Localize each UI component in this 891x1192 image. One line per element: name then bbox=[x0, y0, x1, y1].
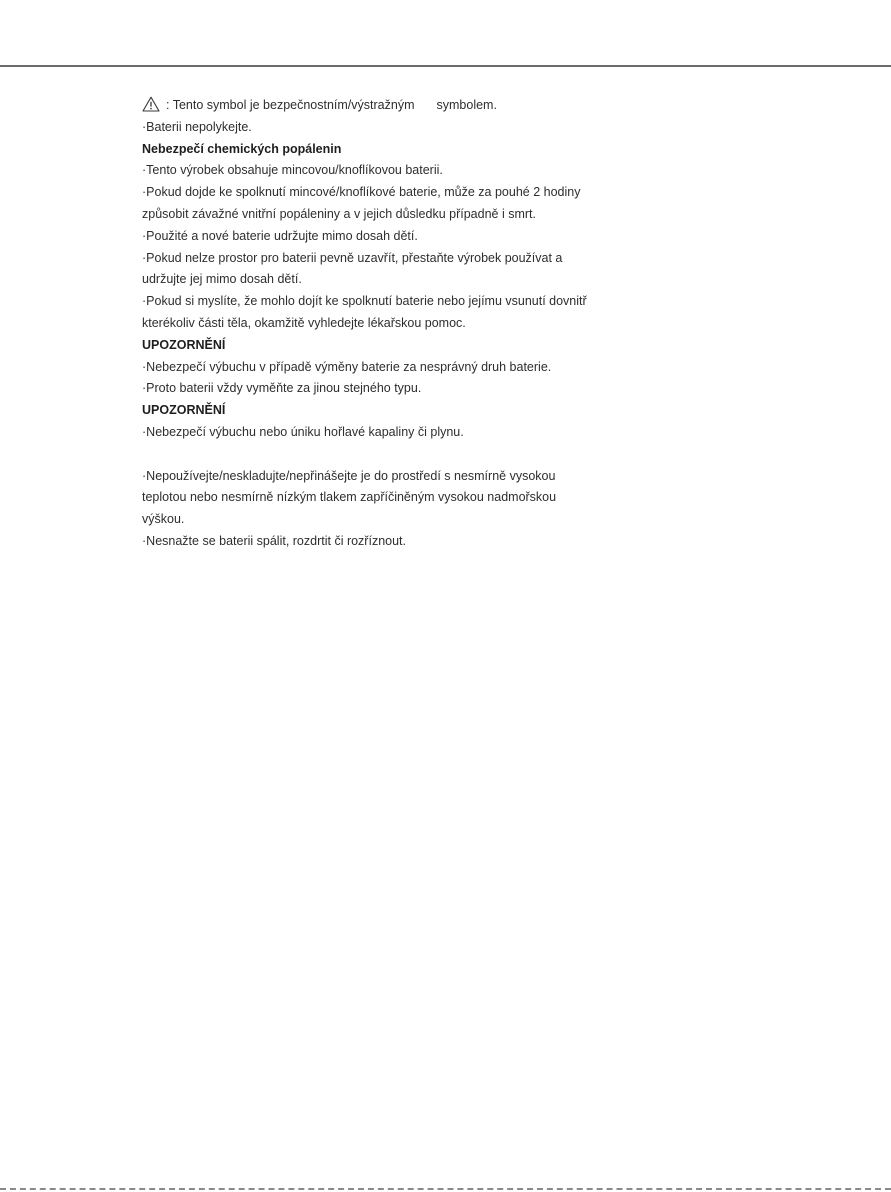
bullet-medical-help-line-1: ·Pokud si myslíte, že mohlo dojít ke spolknutí baterie nebo jejímu vsunutí dovnitř bbox=[142, 294, 587, 309]
warning-symbol-line bbox=[142, 95, 742, 117]
bullet-replace-same-type: ·Proto baterii vždy vyměňte za jinou stejného typu. bbox=[142, 381, 422, 396]
bullet-environment-line-3: výškou. bbox=[142, 512, 185, 527]
heading-caution-1: UPOZORNĚNÍ bbox=[142, 337, 226, 352]
bullet-environment-line-2: teplotou nebo nesmírně nízkým tlakem zapříčiněným vysokou nadmořskou bbox=[142, 490, 557, 505]
heading-caution-2: UPOZORNĚNÍ bbox=[142, 403, 226, 418]
bullet-medical-help-line-2: kterékoliv části těla, okamžitě vyhledejte lékařskou pomoc. bbox=[142, 315, 466, 330]
warning-symbol-word: symbolem. bbox=[436, 98, 497, 112]
heading-chemical-burns: Nebezpečí chemických popálenin bbox=[142, 141, 342, 156]
bullet-keep-from-children: ·Použité a nové baterie udržujte mimo dosah dětí. bbox=[142, 228, 418, 243]
footer-rule bbox=[0, 1188, 891, 1190]
warning-symbol-text: : Tento symbol je bezpečnostním/výstražným bbox=[166, 98, 415, 112]
bullet-compartment-line-1: ·Pokud nelze prostor pro baterii pevně uzavřít, přestaňte výrobek používat a bbox=[142, 250, 563, 265]
bullet-swallowing-risk-line-2: způsobit závažné vnitřní popáleniny a v jejich důsledku případně i smrt. bbox=[142, 206, 536, 221]
safety-text bbox=[142, 95, 742, 553]
bullet-contains-coin-battery: ·Tento výrobek obsahuje mincovou/knoflíkovou baterii. bbox=[142, 163, 443, 178]
bullet-explosion-leak: ·Nebezpečí výbuchu nebo úniku hořlavé kapaliny či plynu. bbox=[142, 424, 464, 439]
bullet-swallowing-risk-line-1: ·Pokud dojde ke spolknutí mincové/knoflíkové baterie, může za pouhé 2 hodiny bbox=[142, 185, 581, 200]
bullet-compartment-line-2: udržujte jej mimo dosah dětí. bbox=[142, 272, 302, 287]
header-rule bbox=[0, 65, 891, 67]
bullet-do-not-swallow: ·Baterii nepolykejte. bbox=[142, 119, 252, 134]
bullet-environment-line-1: ·Nepoužívejte/neskladujte/nepřinášejte je do prostředí s nesmírně vysokou bbox=[142, 468, 556, 483]
paragraph-spacer bbox=[142, 444, 742, 466]
bullet-do-not-burn: ·Nesnažte se baterii spálit, rozdrtit či rozříznout. bbox=[142, 533, 406, 548]
bullet-explosion-wrong-type: ·Nebezpečí výbuchu v případě výměny baterie za nesprávný druh baterie. bbox=[142, 359, 552, 374]
